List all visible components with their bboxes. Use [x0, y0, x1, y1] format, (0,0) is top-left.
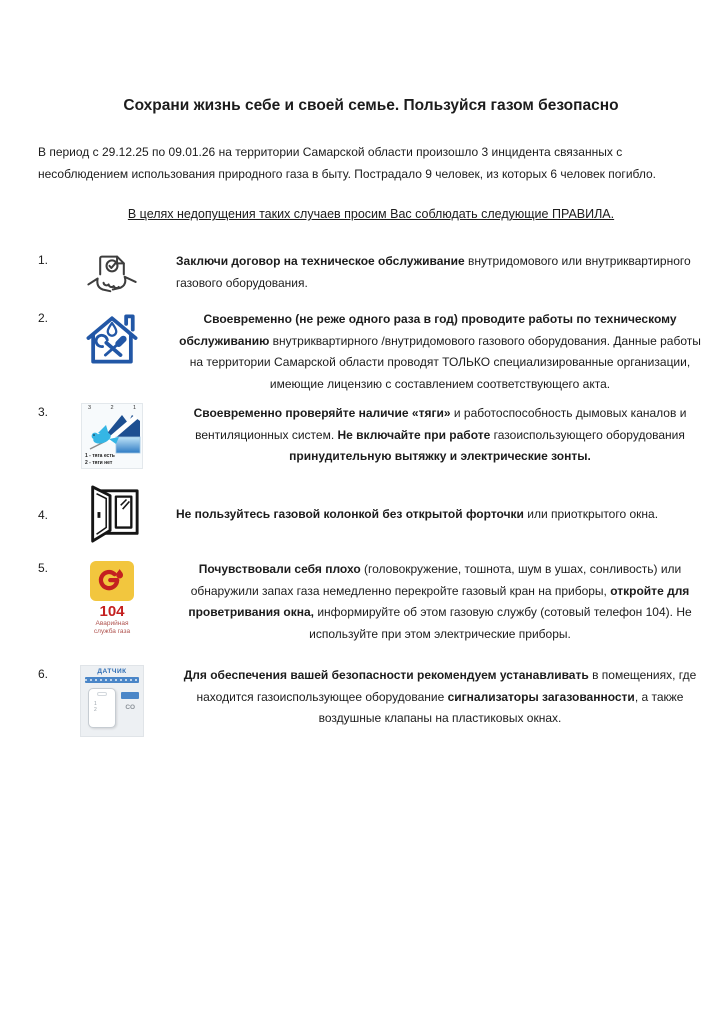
text-segment: информируйте об этом газовую службу (сотовый телефон 104). Не используйте при этом электрические приборы.	[309, 605, 692, 641]
text-segment: газоиспользующего оборудования	[493, 427, 685, 442]
rule-item-5	[38, 559, 704, 645]
rule-text	[162, 504, 704, 526]
text-segment: Своевременно проверяйте наличие «тяги»	[193, 406, 454, 421]
text-segment: Заключи договор на техническое обслуживание	[176, 254, 469, 269]
contract-handshake-icon	[85, 251, 139, 301]
text-segment: Не включайте при работе	[337, 427, 494, 442]
text-segment: или приоткрытого окна.	[527, 506, 659, 521]
draft-mark: 3	[88, 405, 92, 412]
gas-service-caption	[94, 620, 130, 636]
gas-flame-badge	[90, 561, 134, 601]
rule-item-4	[38, 485, 704, 543]
detector-label-pill	[121, 692, 139, 699]
rule-text	[162, 559, 704, 645]
draft-caption-1: 1 - тяга есть	[85, 453, 115, 460]
text-segment: внутридомового или внутриквартирного газового оборудования.	[176, 254, 691, 290]
rule-icon-cell	[62, 251, 162, 301]
chimney-draft-check-icon	[81, 403, 143, 469]
rule-item-2	[38, 309, 704, 395]
gas-service-number: 104	[99, 603, 125, 621]
draft-mark: 1	[132, 405, 136, 412]
rule-number: 1.	[38, 253, 49, 268]
rule-icon-cell	[62, 309, 162, 369]
rule-number: 5.	[38, 561, 49, 576]
gas-service-104-icon	[80, 559, 144, 638]
text-segment: , а также воздушные клапаны на пластиковых окнах.	[318, 689, 684, 726]
text-segment: Для обеспечения вашей безопасности рекомендуем устанавливать	[183, 668, 593, 683]
text-segment: Почувствовали себя плохо	[198, 562, 364, 577]
gas-caption-line1: Аварийная	[95, 620, 129, 628]
detector-title: ДАТЧИК	[97, 668, 127, 676]
rule-text	[162, 251, 704, 294]
text-segment: внутриквартирного /внутридомового газового оборудования. Данные работы на территории Самарской области проводят ТОЛЬКО специализированные организации, имеющие лицензию с составлением соответствующего акта.	[189, 333, 701, 391]
gas-detector-icon	[80, 665, 144, 737]
rule-number: 4.	[38, 508, 49, 523]
flame-g-glyph	[93, 564, 131, 598]
detector-slot	[97, 692, 107, 696]
page-title: Сохрани жизнь себе и своей семье. Пользуйся газом безопасно	[123, 97, 619, 114]
rule-number: 2.	[38, 311, 49, 326]
detector-device	[88, 688, 116, 728]
rule-item-6	[38, 665, 704, 737]
text-segment: в помещениях, где находится газоиспользующее оборудование	[196, 668, 697, 704]
rule-icon-cell	[62, 485, 162, 543]
text-segment: сигнализаторы загазованности	[447, 689, 635, 704]
text-segment: Своевременно (не реже одного раза в год) проводите работы по техническому обслуживанию	[179, 312, 677, 348]
rule-number: 3.	[38, 405, 49, 420]
rule-item-1	[38, 251, 704, 301]
open-window-icon	[81, 485, 143, 543]
detector-banner	[85, 677, 139, 683]
text-segment: откройте для проветривания окна,	[188, 583, 690, 620]
rule-number: 6.	[38, 667, 49, 682]
rule-text	[162, 665, 704, 730]
rule-text	[162, 309, 704, 395]
gas-caption-line2: служба газа	[93, 628, 131, 636]
detector-markings: 1 2	[94, 701, 97, 714]
rules-heading: В целях недопущения таких случаев просим Вас соблюдать следующие ПРАВИЛА.	[127, 207, 615, 222]
rule-icon-cell	[62, 665, 162, 737]
rule-icon-cell	[62, 403, 162, 469]
rule-item-3	[38, 403, 704, 469]
text-segment: принудительную вытяжку и электрические зонты.	[289, 449, 591, 464]
text-segment: (головокружение, тошнота, шум в ушах, сонливость) или обнаружили запах газа немедленно перекройте газовый кран на приборы,	[190, 562, 682, 598]
rule-icon-cell	[62, 559, 162, 638]
rule-text	[162, 403, 704, 468]
house-service-icon	[79, 309, 145, 369]
draft-mark: 2	[110, 405, 114, 412]
text-segment: Не пользуйтесь газовой колонкой без открытой форточки	[176, 506, 528, 521]
text-segment: и работоспособность дымовых каналов и вентиляционных систем.	[195, 406, 687, 442]
draft-caption-2: 2 - тяги нет	[85, 460, 113, 467]
detector-co-label: СО	[125, 704, 135, 712]
intro-paragraph: В период с 29.12.25 по 09.01.26 на территории Самарской области произошло 3 инцидента связанных с несоблюдением использования природного газа в быту. Пострадало 9 человек, из которых 6 человек погибло.	[38, 145, 656, 182]
